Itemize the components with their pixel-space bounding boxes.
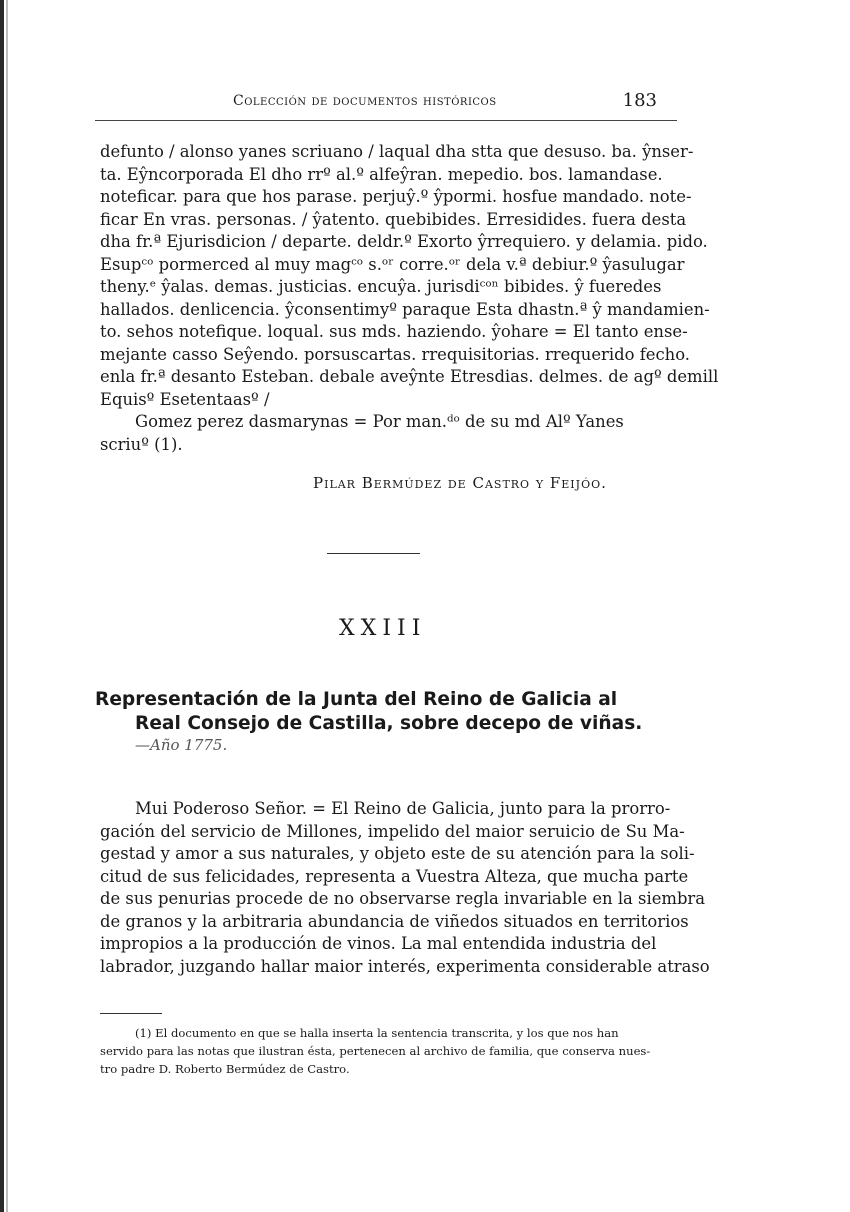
- document-line: hallados. denlicencia. ŷconsentimyº paraque Esta dhastn.ª ŷ mandamien-: [100, 299, 710, 319]
- document-line: Esupᶜᵒ pormerced al muy magᶜᵒ s.ᵒʳ corre.ᵒʳ dela v.ª debiur.º ŷasulugar: [100, 254, 685, 274]
- body-line: Mui Poderoso Señor. = El Reino de Galicia, junto para la prorro-: [135, 799, 671, 818]
- body-text: [100, 798, 710, 978]
- section-title: [95, 688, 685, 736]
- document-line: Gomez perez dasmarynas = Por man.ᵈᵒ de su md Alº Yanes: [135, 412, 624, 431]
- section-divider: [327, 553, 420, 554]
- document-line: ficar En vras. personas. / ŷatento. quebibides. Erresidides. fuera desta: [100, 209, 687, 229]
- page-number: 183: [622, 90, 657, 111]
- document-line: to. sehos notefique. loqual. sus mds. haziendo. ŷohare = El tanto ense-: [100, 322, 688, 341]
- footnote-divider: [100, 1013, 162, 1014]
- document-line: scriuº (1).: [100, 434, 183, 454]
- document-line: mejante casso Seŷendo. porsuscartas. rrequisitorias. rrequerido fecho.: [100, 344, 690, 364]
- page-header: [95, 92, 677, 121]
- section-year: —Año 1775.: [135, 736, 228, 754]
- body-line: gación del servicio de Millones, impelido del maior seruicio de Su Ma-: [100, 821, 685, 841]
- page-binding-edge: [0, 0, 4, 1212]
- body-line: gestad y amor a sus naturales, y objeto este de su atención para la soli-: [100, 844, 695, 863]
- document-line: enla fr.ª desanto Esteban. debale aveŷnte Etresdias. delmes. de agº demill: [100, 367, 719, 386]
- document-line: ta. Eŷncorporada El dho rrº al.º alfeŷran. mepedio. bos. lamandase.: [100, 164, 663, 184]
- section-title-line: Real Consejo de Castilla, sobre decepo de viñas.: [135, 713, 643, 734]
- editor-signature: Pilar Bermúdez de Castro y Feijóo.: [313, 474, 607, 492]
- footnote: [100, 1024, 678, 1078]
- running-title: Colección de documentos históricos: [233, 93, 497, 109]
- document-line: Equisº Esetentaasº /: [100, 389, 270, 409]
- body-line: citud de sus felicidades, representa a Vuestra Alteza, que mucha parte: [100, 866, 689, 886]
- section-number: XXIII: [339, 616, 427, 641]
- document-line: defunto / alonso yanes scriuano / laqual dha stta que desuso. ba. ŷnser-: [100, 142, 694, 161]
- document-line: theny.ᵉ ŷalas. demas. justicias. encuŷa. jurisdiᶜᵒⁿ bibides. ŷ fueredes: [100, 277, 662, 296]
- section-title-line: Representación de la Junta del Reino de Galicia al: [95, 689, 618, 710]
- document-line: noteficar. para que hos parase. perjuŷ.º ŷpormi. hosfue mandado. note-: [100, 187, 692, 206]
- footnote-line: tro padre D. Roberto Bermúdez de Castro.: [100, 1062, 350, 1076]
- body-line: impropios a la producción de vinos. La mal entendida industria del: [100, 934, 657, 953]
- document-line: dha fr.ª Ejurisdicion / departe. deldr.º Exorto ŷrrequiero. y delamia. pido.: [100, 232, 708, 251]
- body-line: de granos y la arbitraria abundancia de viñedos situados en territorios: [100, 911, 689, 931]
- transcribed-document: [100, 141, 719, 456]
- footnote-line: servido para las notas que ilustran ésta, pertenecen al archivo de familia, que conserva nues-: [100, 1044, 651, 1058]
- body-line: labrador, juzgando hallar maior interés, experimenta considerable atraso: [100, 956, 710, 976]
- body-line: de sus penurias procede de no observarse regla invariable en la siembra: [100, 889, 706, 908]
- page-binding-shadow: [6, 0, 8, 1212]
- footnote-line: (1) El documento en que se halla inserta la sentencia transcrita, y los que nos han: [135, 1026, 619, 1040]
